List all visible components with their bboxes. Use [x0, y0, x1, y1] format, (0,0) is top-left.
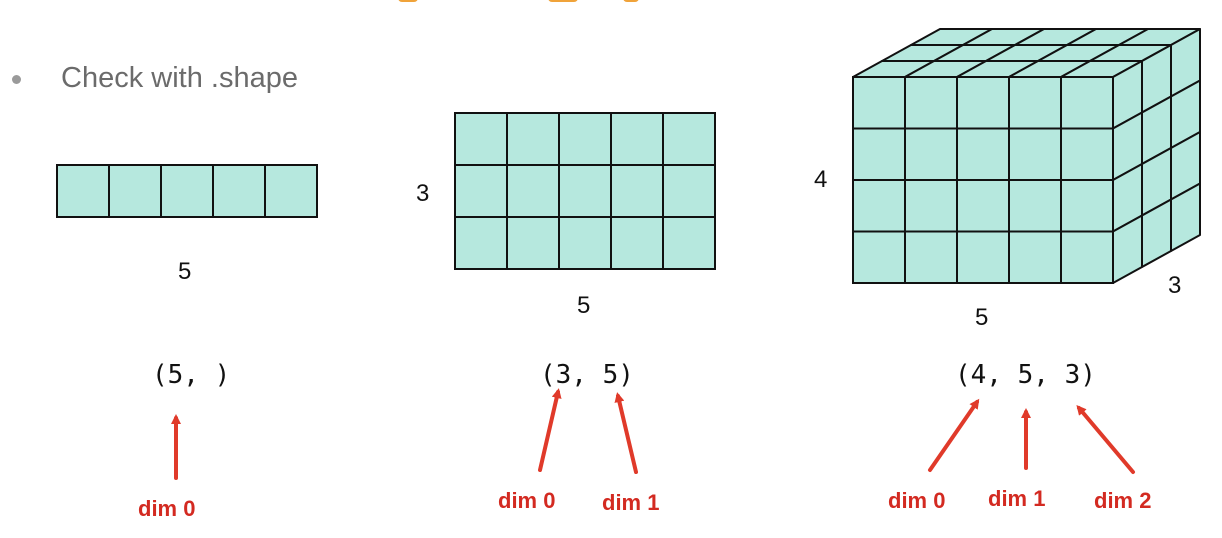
- tensor-front-cell: [905, 180, 957, 232]
- matrix-cell: [611, 217, 663, 269]
- matrix-cell: [455, 217, 507, 269]
- tensor-dim2-label: dim 2: [1094, 488, 1152, 513]
- tensor-front-cell: [853, 232, 905, 284]
- vector-dim0-label: dim 0: [138, 496, 196, 521]
- tensor-dim2-arrow: [1079, 408, 1133, 472]
- tensor-height-label: 4: [814, 166, 828, 193]
- matrix-cell: [559, 113, 611, 165]
- tensor-front-cell: [957, 180, 1009, 232]
- bullet-text: Check with .shape: [61, 62, 298, 94]
- matrix-cell: [507, 165, 559, 217]
- tensor-dim0-label: dim 0: [888, 488, 946, 513]
- vector-cell: [213, 165, 265, 217]
- matrix-shape-text: (3, 5): [540, 360, 634, 390]
- tensor-front-cell: [905, 129, 957, 181]
- tensor-front-cell: [1009, 77, 1061, 129]
- matrix-cell: [611, 113, 663, 165]
- matrix-dim0-label: dim 0: [498, 488, 556, 513]
- tensor-dim1-label: dim 1: [988, 486, 1046, 511]
- tensor-width-label: 5: [975, 304, 989, 331]
- tensor-front-cell: [853, 129, 905, 181]
- vector-cell: [161, 165, 213, 217]
- matrix-cell: [663, 217, 715, 269]
- tensor-front-cell: [853, 180, 905, 232]
- vector-shape-text: (5, ): [152, 360, 231, 390]
- vector-cell: [109, 165, 161, 217]
- matrix-dim1-arrow: [618, 396, 636, 472]
- tensor-3d-cube: [853, 29, 1200, 283]
- vector-length-label: 5: [178, 258, 192, 285]
- tensor-front-cell: [1061, 232, 1113, 284]
- matrix-cell: [559, 165, 611, 217]
- tensor-shape-text: (4, 5, 3): [955, 360, 1096, 390]
- tensor-front-cell: [957, 77, 1009, 129]
- tensor-front-cell: [957, 232, 1009, 284]
- tensor-front-cell: [1009, 232, 1061, 284]
- matrix-cell: [507, 217, 559, 269]
- tensor-front-cell: [1061, 180, 1113, 232]
- tensor-front-cell: [905, 232, 957, 284]
- matrix-cell: [455, 165, 507, 217]
- matrix-rows-label: 3: [416, 180, 430, 207]
- matrix-cell: [663, 113, 715, 165]
- vector-1d-grid: [57, 165, 317, 217]
- matrix-cell: [559, 217, 611, 269]
- matrix-2d-grid: [455, 113, 715, 269]
- tensor-front-cell: [905, 77, 957, 129]
- tensor-depth-label: 3: [1168, 272, 1182, 299]
- matrix-cell: [611, 165, 663, 217]
- tensor-front-cell: [853, 77, 905, 129]
- tensor-front-cell: [957, 129, 1009, 181]
- matrix-dim0-arrow: [540, 392, 558, 470]
- matrix-cell: [663, 165, 715, 217]
- matrix-cell: [455, 113, 507, 165]
- vector-cell: [265, 165, 317, 217]
- tensor-front-cell: [1061, 77, 1113, 129]
- matrix-dim1-label: dim 1: [602, 490, 660, 515]
- vector-cell: [57, 165, 109, 217]
- tensor-front-cell: [1061, 129, 1113, 181]
- matrix-cell: [507, 113, 559, 165]
- tensor-front-cell: [1009, 180, 1061, 232]
- dimension-arrows: [176, 392, 1133, 478]
- tensor-front-cell: [1009, 129, 1061, 181]
- matrix-cols-label: 5: [577, 292, 591, 319]
- tensor-dim0-arrow: [930, 402, 977, 470]
